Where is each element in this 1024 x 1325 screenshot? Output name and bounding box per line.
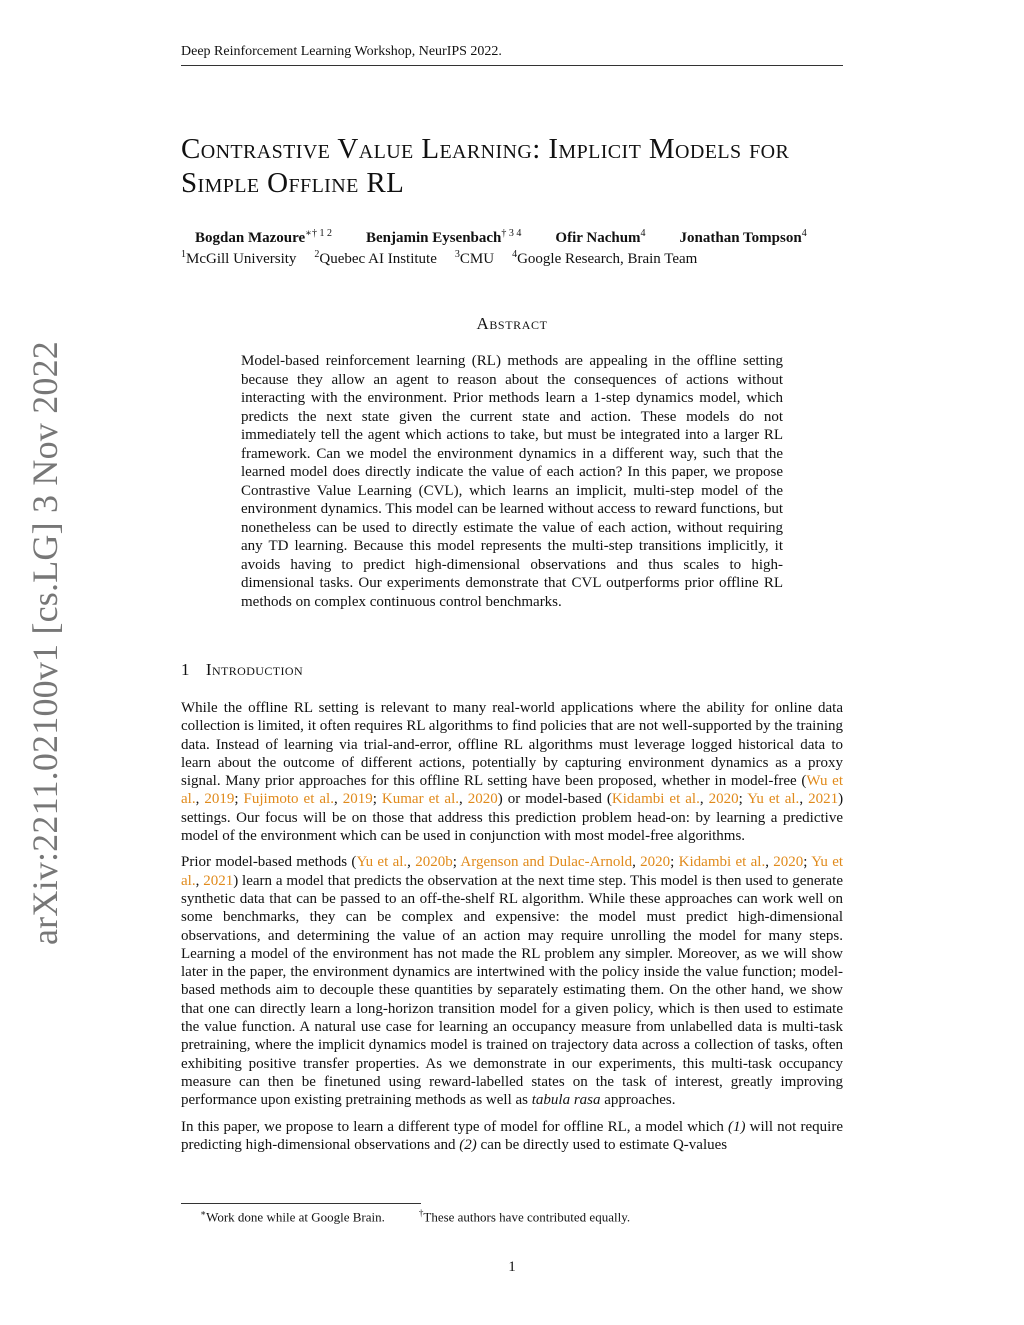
citation-link[interactable]: Kidambi et al. [611, 791, 700, 808]
citation-link[interactable]: Kidambi et al. [678, 854, 766, 871]
citation-link[interactable]: 2020 [640, 854, 671, 871]
section-heading [181, 660, 303, 680]
abstract-heading: Abstract [476, 314, 548, 333]
affiliation: $^3$CMU [454, 249, 495, 267]
citation-link[interactable]: 2019 [342, 791, 373, 808]
author: Benjamin Eysenbach$^{\dagger 3 4}$ [365, 228, 522, 246]
citation-link[interactable]: Kumar et al. [381, 791, 459, 808]
citation-link[interactable]: 2020 [467, 791, 498, 808]
running-header: Deep Reinforcement Learning Workshop, NeurIPS 2022. [181, 44, 502, 59]
affiliation-list [181, 249, 881, 268]
paragraph: In this paper, we propose to learn a different type of model for offline RL, a model which (1) will not require predicting high-dimensional observations and (2) can be directly used to estimate Q-values [181, 1118, 843, 1153]
paragraph: While the offline RL setting is relevant to many real-world applications where the ability for online data collection is limited, it often requires RL algorithms to find policies that are not well-supported by the training data. Instead of learning via trial-and-error, offline RL algorithms must leverage logged historical data to learn about the outcome of different actions, potentially by capturing environment dynamics as a proxy signal. Many prior approaches for this offline RL setting have been proposed, whether in model-free (Wu et al., 2019; Fujimoto et al., 2019; Kumar et al., 2020) or model-based (Kidambi et al., 2020; Yu et al., 2021) settings. Our focus will be on those that address this prediction problem head-on: by learning a predictive model of the environment which can be used in conjunction with most model-free algorithms. [181, 700, 844, 845]
citation-link[interactable]: 2021 [808, 791, 839, 808]
citation-link[interactable]: 2020 [773, 854, 804, 871]
citation-link[interactable]: Wu et al. [181, 773, 843, 808]
citation-link[interactable]: Yu et al. [181, 854, 844, 889]
emphasis: tabula rasa [531, 1092, 601, 1109]
author: Ofir Nachum$^4$ [555, 228, 646, 246]
footnote: †These authors have contributed equally. [418, 1208, 631, 1225]
emphasis: (1) [728, 1118, 746, 1135]
section-title: Introduction [205, 660, 304, 679]
footnotes [200, 1208, 630, 1225]
citation-link[interactable]: 2021 [203, 872, 234, 889]
footnote-rule [181, 1203, 421, 1204]
abstract-text: Model-based reinforcement learning (RL) methods are appealing in the offline setting because they allow an agent to reason about the consequences of actions without interacting with the environment. Prior methods learn a 1-step dynamics model, which predicts the next state given the current state and action. These models do not immediately tell the agent which actions to take, but must be integrated into a larger RL framework. Can we model the environment dynamics in a different way, such that the learned model does directly indicate the value of each action? In this paper, we propose Contrastive Value Learning (CVL), which learns an implicit, multi-step model of the environment dynamics. This model can be learned without access to reward functions, but nonetheless can be used to directly estimate the value of each action, without requiring any TD learning. Because this model represents the multi-step transitions implicitly, it avoids having to predict high-dimensional observations and thus scales to high-dimensional tasks. Our experiments demonstrate that CVL outperforms prior offline RL methods on complex continuous control benchmarks. [241, 353, 783, 610]
author: Bogdan Mazoure$^{∗\dagger 1 2}$ [195, 228, 332, 246]
citation-link[interactable]: Argenson and Dulac-Arnold [460, 854, 633, 871]
author-block [181, 228, 881, 268]
author: Jonathan Tompson$^4$ [679, 228, 807, 246]
page-number: 1 [508, 1259, 516, 1275]
footnote: ∗Work done while at Google Brain. [200, 1208, 385, 1225]
header-rule [181, 65, 843, 66]
citation-link[interactable]: 2020b [415, 854, 453, 871]
emphasis: (2) [459, 1136, 477, 1153]
author-list [181, 228, 881, 247]
arxiv-stamp [20, 340, 70, 945]
citation-link[interactable]: 2020 [708, 791, 739, 808]
paper-title: Contrastive Value Learning: Implicit Models for Simple Offline RL [181, 133, 790, 199]
affiliation: $^4$Google Research, Brain Team [512, 249, 698, 267]
affiliation: $^2$Quebec AI Institute [314, 249, 437, 267]
affiliation: $^1$McGill University [181, 249, 297, 267]
arxiv-stamp-text: arXiv:2211.02100v1 [cs.LG] 3 Nov 2022 [25, 340, 65, 945]
citation-link[interactable]: Yu et al. [356, 854, 408, 871]
paragraph: Prior model-based methods (Yu et al., 2020b; Argenson and Dulac-Arnold, 2020; Kidambi et al., 2020; Yu et al., 2021) learn a model that predicts the observation at the next time step. This model is then used to generate synthetic data that can be passed to an off-the-shelf RL algorithm. While these approaches can work well on some benchmarks, they can be complex and expensive: the model must predict high-dimensional observations, and determining the value of an action may require unrolling the model for many steps. Learning a model of the environment has not made the RL problem any simpler. Moreover, as we will show later in the paper, the environment dynamics are intertwined with the policy inside the value function; model-based methods aim to decouple these quantities by separately estimating them. On the other hand, we show that one can directly learn a long-horizon transition model for a given policy, which is then used to estimate the value function. A natural use case for learning an occupancy measure from unlabelled data is multi-task pretraining, where the implicit dynamics model is trained on trajectory data across a collection of tasks, often exhibiting positive transfer properties. As we demonstrate in our experiments, this multi-task occupancy measure can then be finetuned using reward-labelled states on the task of interest, greatly improving performance upon existing pretraining methods as well as tabula rasa approaches. [181, 854, 844, 1109]
section-number: 1 [181, 660, 190, 679]
citation-link[interactable]: Yu et al. [747, 791, 800, 808]
citation-link[interactable]: Fujimoto et al. [243, 791, 334, 808]
body-text [181, 699, 843, 1162]
citation-link[interactable]: 2019 [204, 791, 235, 808]
